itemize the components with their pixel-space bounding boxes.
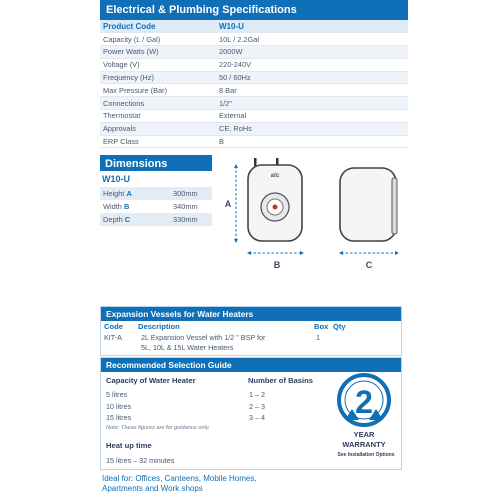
table-row: [100, 110, 408, 123]
capacity-value: 10 litres: [106, 402, 132, 411]
col-basins-header: Number of Basins: [248, 376, 313, 385]
spec-section-header: Electrical & Plumbing Specifications: [100, 0, 408, 20]
heat-up-value: 15 litres – 32 minutes: [106, 456, 175, 465]
basins-value: 3 – 4: [249, 413, 265, 422]
dimension-name: Width: [103, 202, 122, 211]
dimensions-model-code: W10-U: [102, 174, 131, 184]
dimension-name: Height: [103, 189, 125, 198]
label-a: A: [224, 199, 232, 209]
expansion-vessels-header: Expansion Vessels for Water Heaters: [101, 307, 401, 321]
ideal-for-text: [102, 474, 312, 494]
basins-value: 2 – 3: [249, 402, 265, 411]
table-row: [100, 213, 212, 226]
label-c: C: [365, 260, 373, 270]
table-row: [100, 122, 408, 135]
dimensions-table: [100, 187, 212, 226]
spec-label: Power Watts (W): [100, 46, 216, 59]
product-code: KIT-A: [104, 333, 122, 342]
dimension-label: [100, 213, 170, 226]
heater-front-view: [248, 158, 302, 241]
table-row: [100, 135, 408, 148]
heater-logo: atc: [270, 173, 280, 179]
table-row: [100, 187, 212, 200]
col-description-header: Description: [138, 322, 180, 331]
spec-label: Capacity (L / Gal): [100, 33, 216, 46]
col-box-header: Box: [314, 322, 329, 331]
table-row: [100, 200, 212, 213]
spec-value: 220-240V: [216, 58, 408, 71]
guidance-note: Note: These figures are for guidance only.: [106, 425, 210, 431]
col-qty-header: Qty: [333, 322, 346, 331]
dimension-label: [100, 200, 170, 213]
dimension-label: [100, 187, 170, 200]
spec-value: 50 / 60Hz: [216, 71, 408, 84]
dimension-value: 340mm: [173, 202, 198, 211]
table-row: [100, 33, 408, 46]
product-description-line1: 2L Expansion Vessel with 1/2 " BSP for: [141, 333, 266, 342]
warranty-label: WARRANTY: [342, 440, 386, 449]
heater-side-view: [340, 168, 397, 241]
table-row: [100, 58, 408, 71]
spec-value: 2000W: [216, 46, 408, 59]
dimension-name: Depth: [103, 215, 123, 224]
col-capacity-header: Capacity of Water Heater: [106, 376, 196, 385]
spec-value: 10L / 2.2Gal: [216, 33, 408, 46]
spec-value: 8 Bar: [216, 84, 408, 97]
ideal-for-line2: Apartments and Work shops: [102, 484, 203, 493]
spec-label: Approvals: [100, 122, 216, 135]
table-row: [100, 84, 408, 97]
spec-label: Connections: [100, 97, 216, 110]
table-row: [100, 20, 408, 33]
capacity-value: 15 litres: [106, 413, 132, 422]
dimensions-header: Dimensions: [100, 155, 212, 171]
capacity-value: 5 litres: [106, 390, 128, 399]
product-description-line2: 5L, 10L & 15L Water Heaters: [141, 343, 234, 352]
table-row: [100, 46, 408, 59]
spec-value: External: [216, 110, 408, 123]
heat-up-title: Heat up time: [106, 441, 152, 450]
table-row: [100, 71, 408, 84]
warranty-note: See Installation Options: [337, 452, 395, 458]
ideal-for-line1: Ideal for: Offices, Canteens, Mobile Homes,: [102, 474, 257, 483]
dimension-letter: B: [123, 202, 130, 211]
spec-table: [100, 20, 408, 148]
dimension-letter: C: [124, 215, 131, 224]
spec-value: 1/2": [216, 97, 408, 110]
spec-label: ERP Class: [100, 135, 216, 148]
spec-label: Voltage (V): [100, 58, 216, 71]
dimension-value: 330mm: [170, 213, 212, 226]
heater-dimension-diagram: [218, 158, 403, 278]
warranty-years: 2: [355, 384, 373, 420]
table-row: [100, 97, 408, 110]
spec-value: CE, RoHs: [216, 122, 408, 135]
dimension-value: 300mm: [170, 187, 212, 200]
spec-label: Max Pressure (Bar): [100, 84, 216, 97]
dimension-letter: A: [126, 189, 132, 198]
spec-label: Product Code: [100, 20, 216, 33]
warranty-year-label: YEAR: [353, 430, 375, 439]
spec-value: W10-U: [216, 20, 408, 33]
spec-label: Frequency (Hz): [100, 71, 216, 84]
spec-label: Thermostat: [100, 110, 216, 123]
label-b: B: [273, 260, 281, 270]
col-code-header: Code: [104, 322, 123, 331]
selection-guide-header: Recommended Selection Guide: [101, 358, 401, 372]
spec-value: B: [216, 135, 408, 148]
basins-value: 1 – 2: [249, 390, 265, 399]
product-qty: 1: [316, 333, 320, 342]
